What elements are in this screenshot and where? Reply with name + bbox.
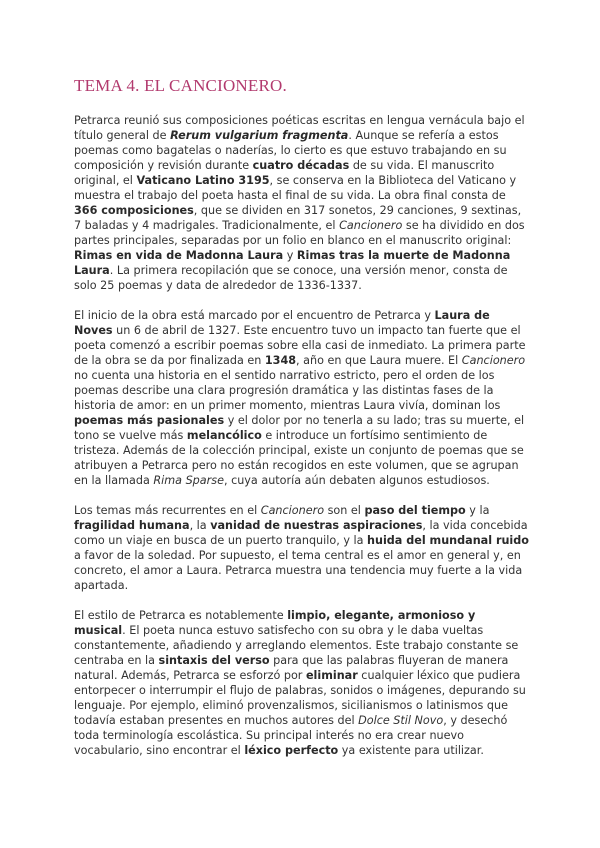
- text-run: e introduce un fortísimo sentimiento de tristeza. Además de la colección principal, existe un conjunto de poemas que se atribuyen a Petrarca pero no están recogidos en este volumen, que se agrupan en la llamada: [74, 429, 524, 487]
- bold-term: sintaxis del verso: [158, 654, 270, 667]
- bold-term: eliminar: [305, 669, 358, 682]
- paragraph-2: [74, 308, 530, 488]
- bold-term: Vaticano Latino 3195: [136, 174, 270, 187]
- text-run: . Aunque se refería a estos poemas como bagatelas o naderías, lo cierto es que estuvo trabajando en su composición y revisión durante: [74, 129, 507, 172]
- document-body: [74, 113, 530, 758]
- text-run: , cuya autoría aún debaten algunos estudiosos.: [223, 474, 490, 487]
- text-run: Los temas más recurrentes en el: [74, 504, 261, 517]
- text-run: de su vida. El manuscrito original, el: [74, 159, 495, 187]
- text-run: , la: [189, 519, 211, 532]
- text-run: El inicio de la obra está marcado por el encuentro de Petrarca y: [74, 309, 435, 322]
- paragraph-4: [74, 608, 530, 758]
- text-run: El estilo de Petrarca es notablemente: [74, 609, 288, 622]
- italic-term: Dolce Stil Novo: [358, 714, 444, 727]
- page-title: TEMA 4. EL CANCIONERO.: [74, 76, 287, 95]
- paragraph-3: [74, 503, 530, 593]
- text-run: . La primera recopilación que se conoce, una versión menor, consta de solo 25 poemas y data de alrededor de 1336-1337.: [74, 264, 508, 292]
- bold-term: poemas más pasionales: [74, 414, 225, 427]
- bold-term: paso del tiempo: [364, 504, 466, 517]
- bold-term: vanidad de nuestras aspiraciones: [210, 519, 423, 532]
- text-run: , y desechó toda terminología escolástica. Su principal interés no era crear nuevo vocabulario, sino encontrar el: [74, 714, 508, 757]
- text-run: . El poeta nunca estuvo satisfecho con su obra y le daba vueltas constantemente, añadiendo y arreglando elementos. Este trabajo constante se centraba en la: [74, 624, 519, 667]
- text-run: Petrarca reunió sus composiciones poéticas escritas en lengua vernácula bajo el título general de: [74, 114, 525, 142]
- text-run: ya existente para utilizar.: [338, 744, 484, 757]
- text-run: y el dolor por no tenerla a su lado; tras su muerte, el tono se vuelve más: [74, 414, 525, 442]
- text-run: , se conserva en la Biblioteca del Vaticano y muestra el trabajo del poeta hasta el final de su vida. La obra final consta de: [74, 174, 517, 202]
- text-run: a favor de la soledad. Por supuesto, el tema central es el amor en general y, en concreto, el amor a Laura. Petrarca muestra una tendencia muy fuerte a la vida apartada.: [74, 549, 523, 592]
- bold-term: limpio, elegante, armonioso y musical: [74, 609, 476, 637]
- text-run: y la: [465, 504, 490, 517]
- bold-term: 1348: [264, 354, 297, 367]
- text-run: son el: [324, 504, 365, 517]
- bold-term: Laura de Noves: [74, 309, 490, 337]
- text-run: no cuenta una historia en el sentido narrativo estricto, pero el orden de los poemas describe una clara progresión dramática y las distintas fases de la historia de amor: en un primer momento, mientras Laura vivía, dominan los: [74, 369, 501, 412]
- italic-term: Rima Sparse: [153, 474, 224, 487]
- text-run: un 6 de abril de 1327. Este encuentro tuvo un impacto tan fuerte que el poeta comenzó a escribir poemas sobre ella casi de inmediato. La primera parte de la obra se da por finalizada en: [74, 324, 526, 367]
- bold-term: 366 composiciones: [74, 204, 194, 217]
- bold-term: Rimas en vida de Madonna Laura: [74, 249, 284, 262]
- text-run: para que las palabras fluyeran de manera natural. Además, Petrarca se esforzó por: [74, 654, 509, 682]
- paragraph-1: [74, 113, 530, 293]
- text-run: , que se dividen en 317 sonetos, 29 canciones, 9 sextinas, 7 baladas y 4 madrigales. Tradicionalmente, el: [74, 204, 522, 232]
- bold-term: Rimas tras la muerte de Madonna Laura: [74, 249, 511, 277]
- bold-term: léxico perfecto: [244, 744, 339, 757]
- bold-italic-term: Rerum vulgarium fragmenta: [170, 129, 349, 142]
- italic-term: Cancionero: [260, 504, 325, 517]
- italic-term: Cancionero: [461, 354, 526, 367]
- text-run: y: [283, 249, 297, 262]
- bold-term: melancólico: [186, 429, 262, 442]
- italic-term: Cancionero: [339, 219, 403, 232]
- bold-term: cuatro décadas: [252, 159, 350, 172]
- text-run: , la vida concebida como un viaje en busca de un puerto tranquilo, y la: [74, 519, 528, 547]
- text-run: se ha dividido en dos partes principales, separadas por un folio en blanco en el manuscrito original:: [74, 219, 525, 247]
- bold-term: fragilidad humana: [74, 519, 190, 532]
- text-run: cualquier léxico que pudiera entorpecer o interrumpir el flujo de palabras, sonidos o imágenes, depurando su lenguaje. Por ejemplo, eliminó provenzalismos, sicilianismos o latinismos que todavía estaban presentes en muchos autores del: [74, 669, 526, 727]
- bold-term: huida del mundanal ruido: [367, 534, 529, 547]
- text-run: , año en que Laura muere. El: [296, 354, 462, 367]
